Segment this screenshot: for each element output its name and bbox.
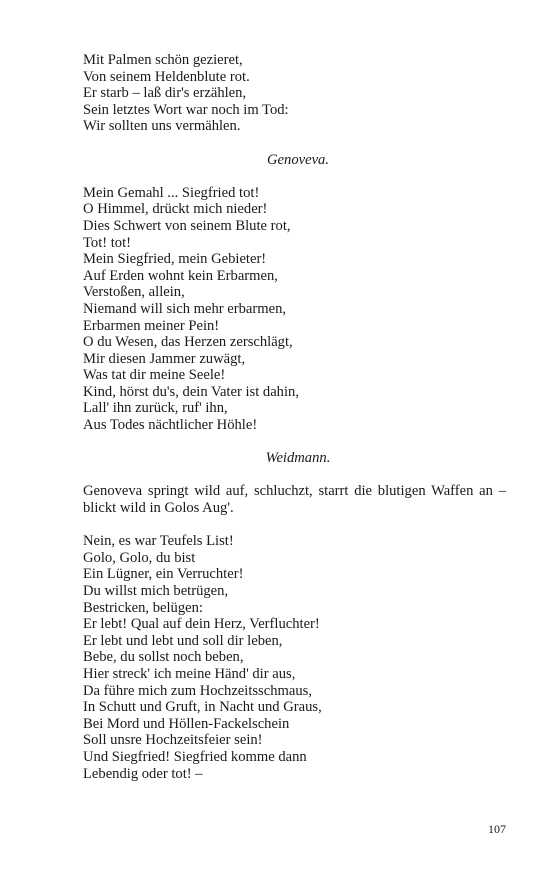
verse-line: Bei Mord und Höllen-Fackelschein [83,715,290,732]
verse-line: Und Siegfried! Siegfried komme dann [83,748,307,765]
verse-line: Er starb – laß dir's erzählen, [83,85,247,102]
verse-line: Mein Siegfried, mein Gebieter! [83,251,267,268]
verse-line: Soll unsre Hochzeitsfeier sein! [83,732,263,749]
verse-line: Von seinem Heldenblute rot. [83,68,250,85]
verse-line: Wir sollten uns vermählen. [83,118,241,135]
verse-line: Lebendig oder tot! – [83,765,203,782]
verse-line: Bestricken, belügen: [83,599,203,616]
verse-line: O Himmel, drückt mich nieder! [83,201,268,218]
page-number: 107 [488,822,506,836]
verse-line: Dies Schwert von seinem Blute rot, [83,217,291,234]
verse-line: Hier streck' ich meine Händ' dir aus, [83,665,296,682]
verse-line: Erbarmen meiner Pein! [83,317,220,334]
verse-block-1 [83,52,513,135]
verse-line: Mit Palmen schön gezieret, [83,52,243,68]
verse-line: Nein, es war Teufels List! [83,533,234,550]
verse-line: O du Wesen, das Herzen zerschlägt, [83,334,293,351]
verse-block-3 [83,533,513,782]
verse-block-2 [83,185,513,434]
verse-line: Bebe, du sollst noch beben, [83,649,244,666]
verse-line: Er lebt und lebt und soll dir leben, [83,632,283,649]
verse-line: Lall' ihn zurück, ruf' ihn, [83,400,228,417]
verse-line: Niemand will sich mehr erbarmen, [83,300,287,317]
verse-line: Kind, hörst du's, dein Vater ist dahin, [83,383,299,400]
verse-line: Was tat dir meine Seele! [83,367,226,384]
verse-line: Mein Gemahl ... Siegfried tot! [83,184,260,201]
stage-direction: Genoveva springt wild auf, schluchzt, starrt die blutigen Waffen an – blickt wild in Golos Aug'. [83,483,506,517]
verse-line: Tot! tot! [83,234,132,251]
verse-line: Aus Todes nächtlicher Höhle! [83,417,258,434]
verse-line: Golo, Golo, du bist [83,549,196,566]
verse-line: Ein Lügner, ein Verruchter! [83,566,244,583]
verse-line: Er lebt! Qual auf dein Herz, Verfluchter! [83,616,320,633]
page-body [83,52,513,782]
verse-line: Da führe mich zum Hochzeitsschmaus, [83,682,312,699]
speaker-name: Genoveva. [267,151,329,168]
verse-line: In Schutt und Gruft, in Nacht und Graus, [83,699,322,716]
verse-line: Du willst mich betrügen, [83,583,229,599]
verse-line: Auf Erden wohnt kein Erbarmen, [83,267,278,284]
verse-line: Sein letztes Wort war noch im Tod: [83,101,289,118]
verse-line: Mir diesen Jammer zuwägt, [83,350,246,367]
verse-line: Verstoßen, allein, [83,284,185,301]
speaker-name: Weidmann. [265,450,331,467]
